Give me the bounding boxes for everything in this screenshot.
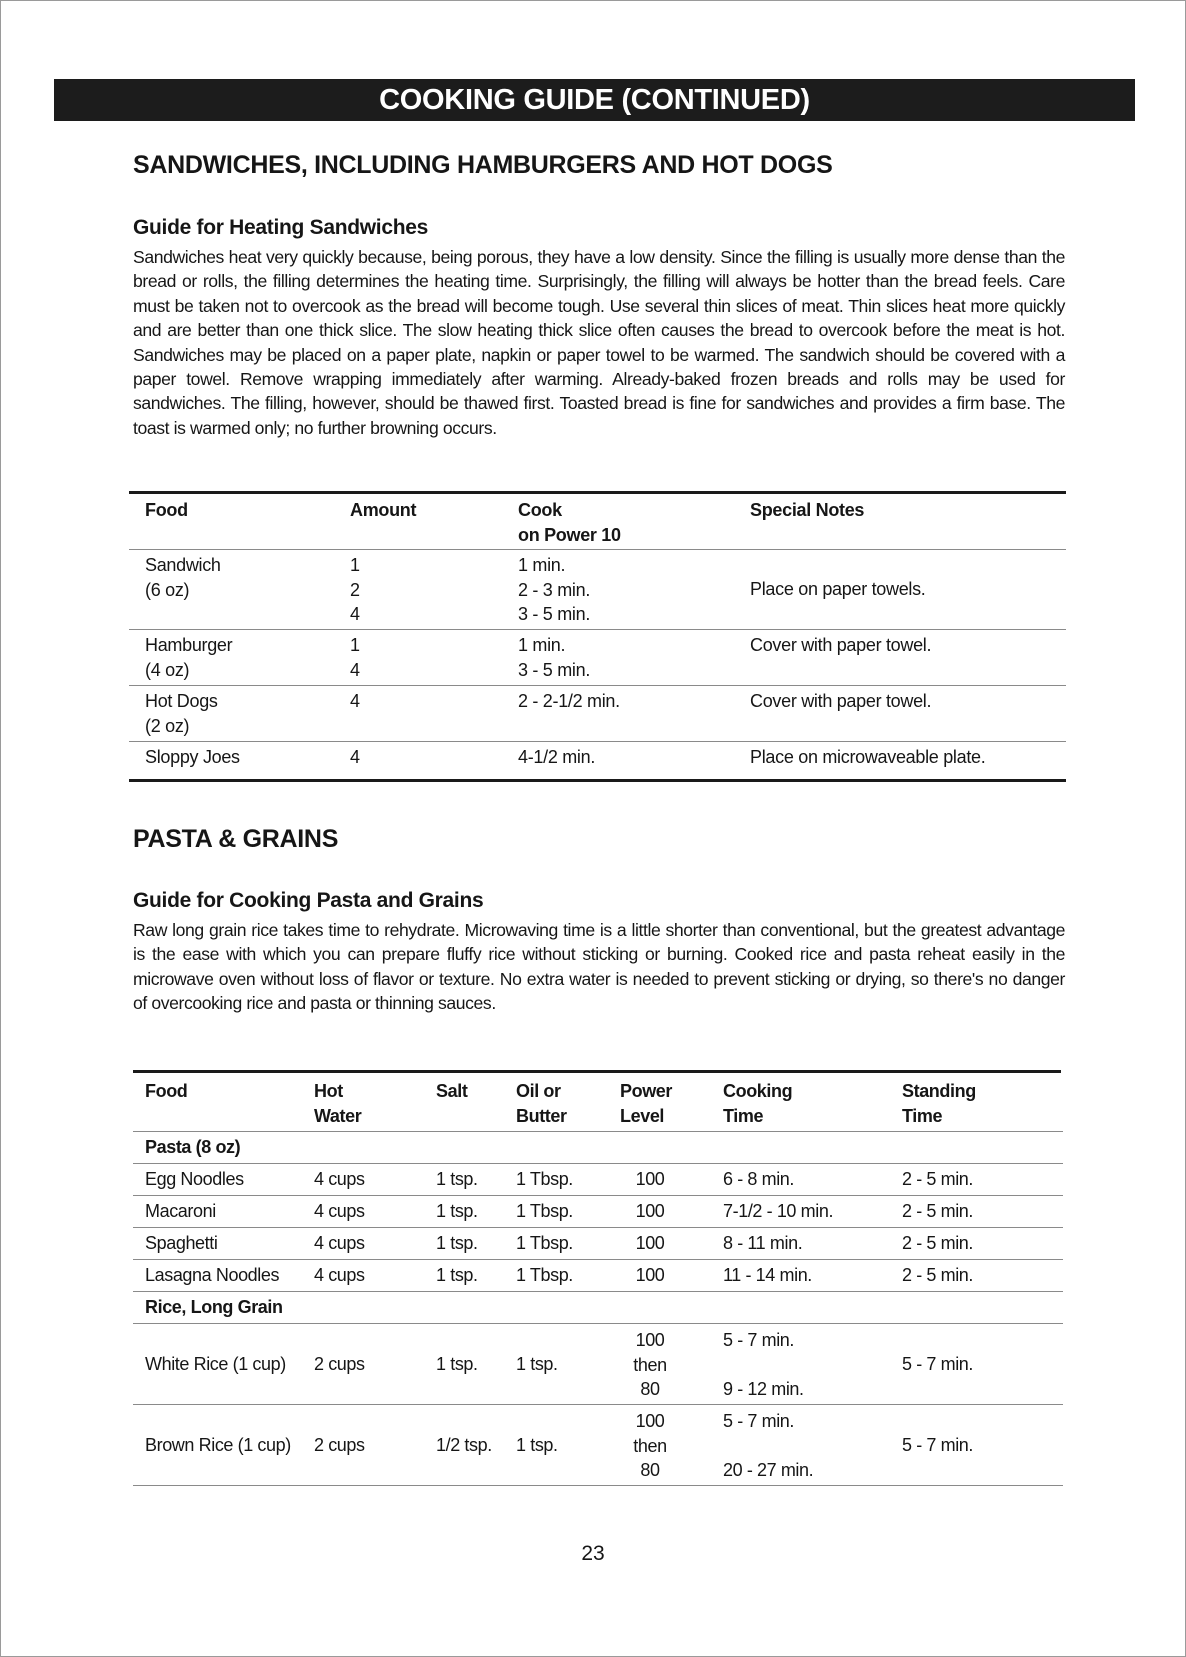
oil-cell: 1 Tbsp. <box>516 1169 573 1189</box>
group-label: Rice, Long Grain <box>145 1297 283 1317</box>
salt-cell: 1 tsp. <box>436 1233 478 1253</box>
notes-cell: Cover with paper towel. <box>750 691 932 711</box>
page-number: 23 <box>581 1542 605 1565</box>
group-row <box>133 1291 1063 1323</box>
power-cell: then <box>633 1435 667 1456</box>
sandwich-table <box>129 491 1066 782</box>
salt-cell: 1 tsp. <box>436 1169 478 1189</box>
header-cooking-line2: Time <box>723 1105 764 1126</box>
standing-cell: 2 - 5 min. <box>902 1169 974 1189</box>
water-cell: 4 cups <box>314 1233 365 1253</box>
amount-cell: 4 <box>350 604 360 624</box>
amount-cell: 4 <box>350 691 360 711</box>
power-cell: 100 <box>635 1201 665 1221</box>
header-oil-line1: Oil or <box>516 1081 561 1101</box>
food-cell: Spaghetti <box>145 1233 218 1253</box>
table-row <box>129 685 1066 741</box>
cooking-cell: 5 - 7 min. <box>723 1330 795 1350</box>
food-cell: Egg Noodles <box>145 1169 244 1189</box>
amount-cell: 4 <box>350 659 360 680</box>
standing-cell: 2 - 5 min. <box>902 1201 974 1221</box>
sandwiches-subheading: Guide for Heating Sandwiches <box>133 216 428 239</box>
salt-cell: 1 tsp. <box>436 1354 478 1374</box>
food-cell: Hot Dogs <box>145 691 218 711</box>
food-cell: Hamburger <box>145 635 233 655</box>
oil-cell: 1 tsp. <box>516 1354 558 1374</box>
salt-cell: 1/2 tsp. <box>436 1435 492 1455</box>
header-power-line1: Power <box>620 1081 673 1101</box>
cooking-cell: 9 - 12 min. <box>723 1379 804 1399</box>
table-row <box>133 1163 1063 1195</box>
power-cell: 100 <box>635 1233 665 1253</box>
header-standing-line1: Standing <box>902 1081 976 1101</box>
table-row <box>133 1259 1063 1291</box>
cooking-cell: 11 - 14 min. <box>723 1265 812 1285</box>
table-row <box>133 1227 1063 1259</box>
notes-cell: Place on paper towels. <box>750 579 926 599</box>
table-row <box>133 1404 1063 1486</box>
standing-cell: 5 - 7 min. <box>902 1435 974 1455</box>
water-cell: 4 cups <box>314 1169 365 1189</box>
power-cell: 100 <box>635 1330 665 1350</box>
standing-cell: 5 - 7 min. <box>902 1354 974 1374</box>
food-cell: Macaroni <box>145 1201 216 1221</box>
header-cook-line2: on Power 10 <box>518 524 621 545</box>
cook-cell: 1 min. <box>518 555 566 575</box>
cook-cell: 3 - 5 min. <box>518 604 591 624</box>
cook-cell: 1 min. <box>518 635 566 655</box>
table-row <box>129 741 1066 779</box>
pasta-subheading: Guide for Cooking Pasta and Grains <box>133 889 484 912</box>
salt-cell: 1 tsp. <box>436 1265 478 1285</box>
power-cell: 100 <box>635 1265 665 1285</box>
amount-cell: 2 <box>350 579 360 600</box>
cook-cell: 4-1/2 min. <box>518 747 596 767</box>
sandwiches-paragraph: Sandwiches heat very quickly because, being porous, they have a low density. Since the filling is usually more dense than the bread or rolls, the filling determines the heating time. Surprisingly, the filling will always be hotter than the bread feels. Care must be taken not to overcook as the bread will become tough. Use several thin slices of meat. Thin slices heat more quickly and are better than one thick slice. The slow heating thick slice often causes the bread to overcook before the meat is hot. Sandwiches may be placed on a paper plate, napkin or paper towel to be warmed. The sandwich should be covered with a paper towel. Remove wrapping immediately after warming. Already-baked frozen breads and rolls may be used for sandwiches. The filling, however, should be thawed first. Toasted bread is fine for sandwiches and provides a firm base. The toast is warmed only; no further browning occurs. <box>133 247 1065 438</box>
food-cell: Brown Rice (1 cup) <box>145 1435 291 1455</box>
header-food: Food <box>145 1081 188 1101</box>
sandwiches-heading: SANDWICHES, INCLUDING HAMBURGERS AND HOT DOGS <box>133 151 833 179</box>
food-cell-weight: (6 oz) <box>145 579 190 600</box>
standing-cell: 2 - 5 min. <box>902 1265 974 1285</box>
pasta-table <box>133 1070 1063 1486</box>
oil-cell: 1 Tbsp. <box>516 1233 573 1253</box>
header-salt: Salt <box>436 1081 468 1101</box>
pasta-paragraph: Raw long grain rice takes time to rehydrate. Microwaving time is a little shorter than conventional, but the greatest advantage is the ease with which you can prepare fluffy rice without sticking or burning. Cooked rice and pasta reheat easily in the microwave oven without loss of flavor or texture. No extra water is needed to prevent sticking or drying, so there's no danger of overcooking rice and pasta or thinning sauces. <box>133 920 1065 1014</box>
header-food: Food <box>145 500 188 520</box>
food-cell: Sloppy Joes <box>145 747 240 767</box>
notes-cell: Cover with paper towel. <box>750 635 932 655</box>
amount-cell: 1 <box>350 635 360 655</box>
cooking-cell: 5 - 7 min. <box>723 1411 795 1431</box>
header-oil-line2: Butter <box>516 1105 567 1126</box>
power-cell: then <box>633 1354 667 1375</box>
food-cell: Lasagna Noodles <box>145 1265 280 1285</box>
food-cell: Sandwich <box>145 555 221 575</box>
water-cell: 2 cups <box>314 1435 365 1455</box>
oil-cell: 1 Tbsp. <box>516 1201 573 1221</box>
header-power-line2: Level <box>620 1105 665 1126</box>
header-amount: Amount <box>350 500 417 520</box>
power-cell: 80 <box>640 1460 660 1480</box>
header-cooking-line1: Cooking <box>723 1081 793 1101</box>
amount-cell: 1 <box>350 555 360 575</box>
cook-cell: 3 - 5 min. <box>518 659 591 680</box>
water-cell: 2 cups <box>314 1354 365 1374</box>
cooking-cell: 7-1/2 - 10 min. <box>723 1201 834 1221</box>
power-cell: 100 <box>635 1411 665 1431</box>
header-standing-line2: Time <box>902 1105 943 1126</box>
cooking-cell: 8 - 11 min. <box>723 1233 803 1253</box>
cooking-cell: 20 - 27 min. <box>723 1460 814 1480</box>
cook-cell: 2 - 2-1/2 min. <box>518 691 620 711</box>
header-notes: Special Notes <box>750 500 865 520</box>
table-header-row <box>129 494 1066 549</box>
food-cell-weight: (2 oz) <box>145 715 190 736</box>
oil-cell: 1 tsp. <box>516 1435 558 1455</box>
header-cook-line1: Cook <box>518 500 562 520</box>
salt-cell: 1 tsp. <box>436 1201 478 1221</box>
notes-cell: Place on microwaveable plate. <box>750 747 986 767</box>
standing-cell: 2 - 5 min. <box>902 1233 974 1253</box>
table-row <box>129 629 1066 685</box>
oil-cell: 1 Tbsp. <box>516 1265 573 1285</box>
group-label: Pasta (8 oz) <box>145 1137 241 1157</box>
pasta-heading: PASTA & GRAINS <box>133 825 339 853</box>
cooking-cell: 6 - 8 min. <box>723 1169 795 1189</box>
table-header-row <box>133 1073 1063 1131</box>
table-row <box>133 1323 1063 1404</box>
food-cell-weight: (4 oz) <box>145 659 190 680</box>
table-row <box>133 1195 1063 1227</box>
cook-cell: 2 - 3 min. <box>518 579 591 600</box>
header-water-line2: Water <box>314 1105 362 1126</box>
power-cell: 100 <box>635 1169 665 1189</box>
table-row <box>129 549 1066 629</box>
water-cell: 4 cups <box>314 1265 365 1285</box>
group-row <box>133 1131 1063 1163</box>
power-cell: 80 <box>640 1379 660 1399</box>
header-water-line1: Hot <box>314 1081 343 1101</box>
header-cook <box>518 498 621 547</box>
page-banner: COOKING GUIDE (CONTINUED) <box>54 79 1135 121</box>
water-cell: 4 cups <box>314 1201 365 1221</box>
food-cell: White Rice (1 cup) <box>145 1354 286 1374</box>
amount-cell: 4 <box>350 747 360 767</box>
